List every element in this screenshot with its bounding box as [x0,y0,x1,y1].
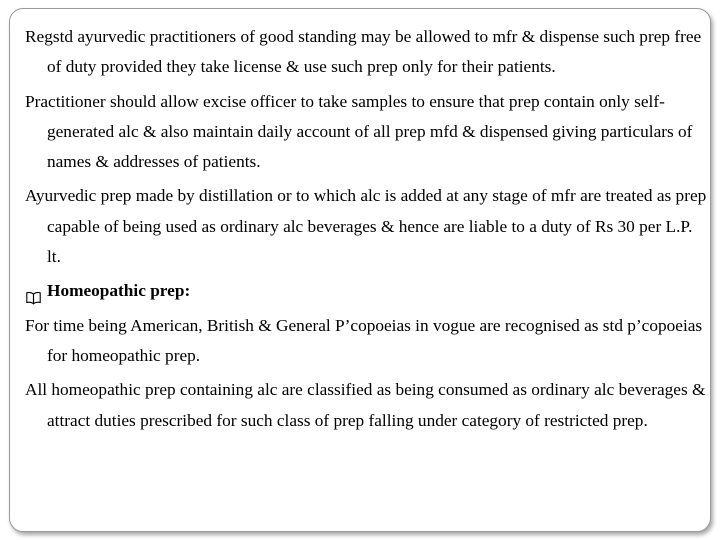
paragraph-ayurvedic-practitioners: Regstd ayurvedic practitioners of good standing may be allowed to mfr & dispense such prep free of duty provided they take license & use such prep only for their patients. [25,27,702,77]
open-book-icon [26,285,41,299]
section-heading [25,276,710,306]
slide-content [25,22,710,440]
paragraph-ayurvedic-distillation: Ayurvedic prep made by distillation or to which alc is added at any stage of mfr are treated as prep capable of being used as ordinary alc beverages & hence are liable to a duty of Rs 30 per L.P. lt. [25,186,707,267]
slide-frame [9,8,711,532]
paragraph-pharmacopoeias: For time being American, British & General P’copoeias in vogue are recognised as std p’copoeias for homeopathic prep. [25,315,703,365]
paragraph-homeopathic-alc: All homeopathic prep containing alc are classified as being consumed as ordinary alc beverages & attract duties prescribed for such class of prep falling under category of restricted prep. [25,380,706,430]
section-heading-label: Homeopathic prep: [47,281,191,301]
paragraph-excise-samples: Practitioner should allow excise officer to take samples to ensure that prep contain only self-generated alc & also maintain daily account of all prep mfd & dispensed giving particulars of names & addresses of patients. [25,91,693,172]
